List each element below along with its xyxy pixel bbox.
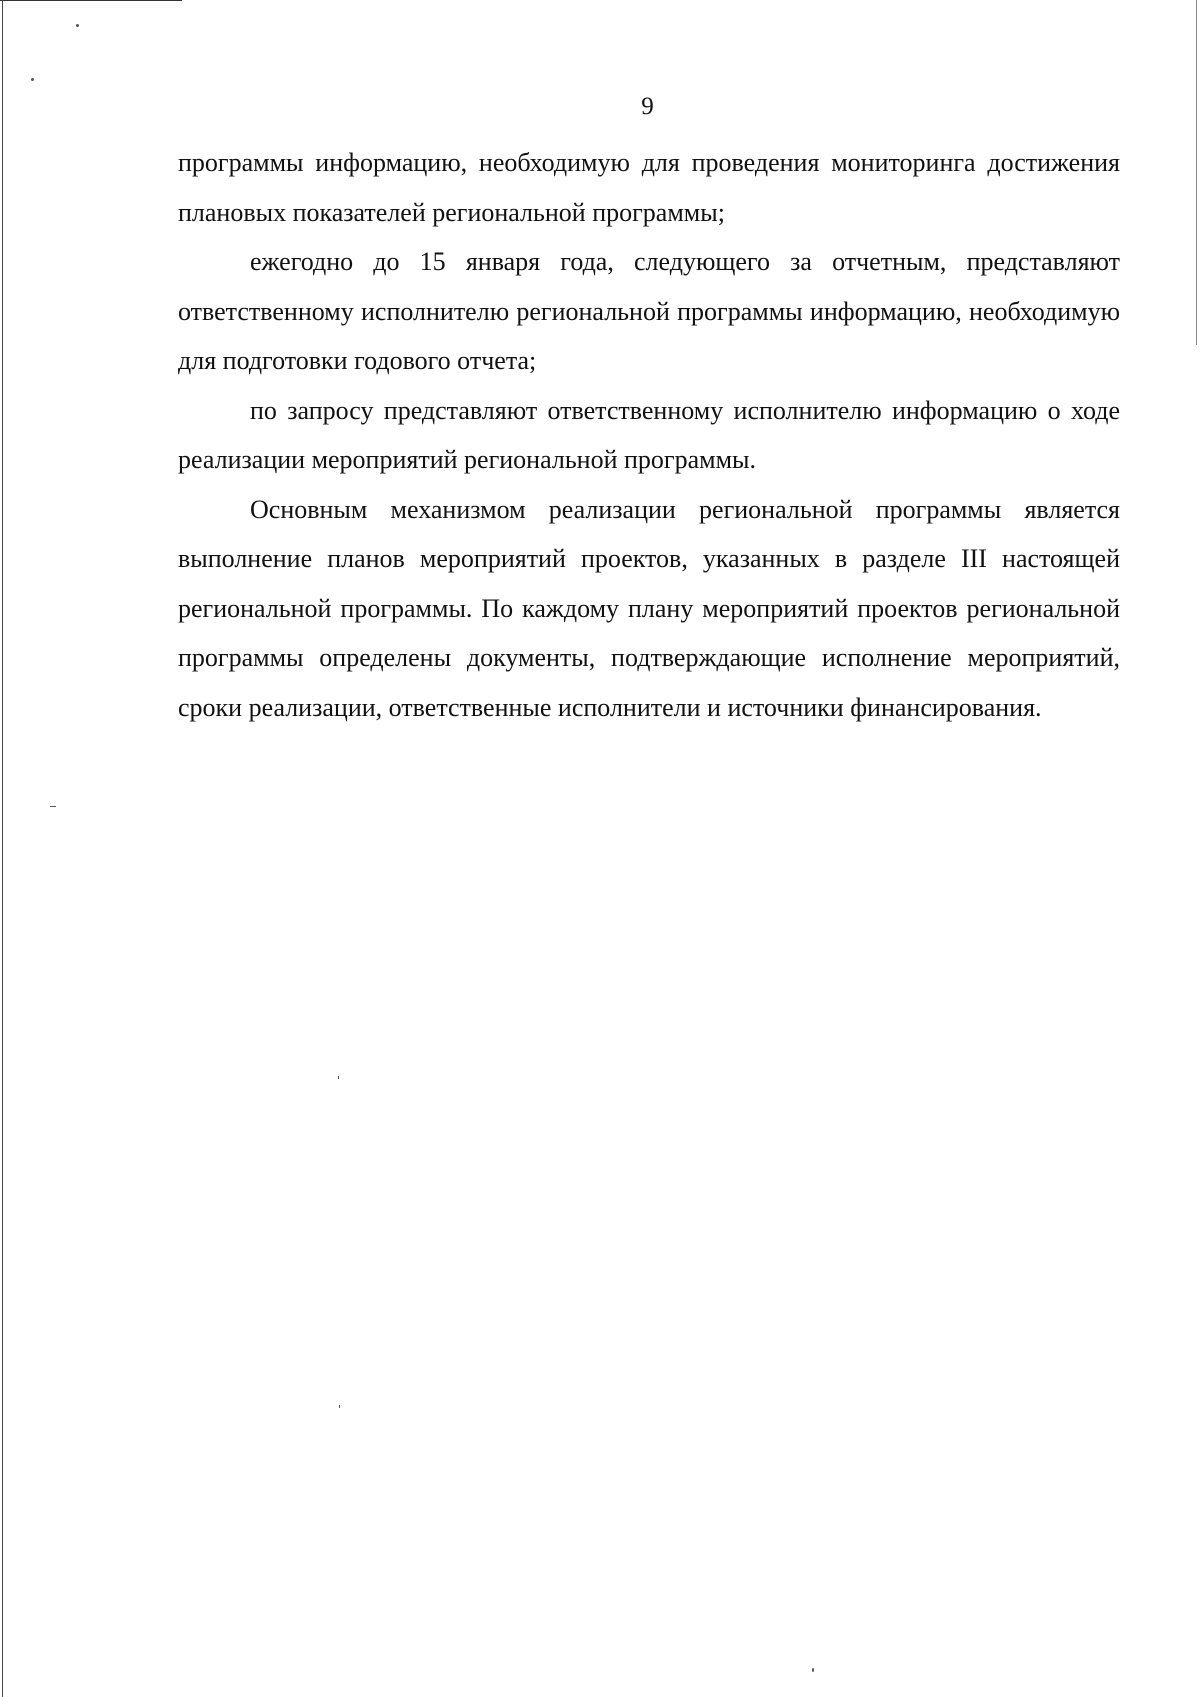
scan-speck xyxy=(338,1076,339,1079)
scan-speck xyxy=(50,806,56,807)
paragraph-continuation: программы информацию, необходимую для проведения мониторинга достижения плановых показателей региональной программы; xyxy=(178,148,1120,227)
scan-speck xyxy=(812,1668,814,1672)
body-text xyxy=(178,138,1120,732)
scan-speck xyxy=(31,78,34,81)
page-number: 9 xyxy=(641,93,654,120)
scan-edge-left xyxy=(2,0,3,1697)
paragraph-main-mechanism: Основным механизмом реализации региональной программы является выполнение планов мероприятий проектов, указанных в разделе III настоящей региональной программы. По каждому плану мероприятий проектов региональной программы определены документы, подтверждающие исполнение мероприятий, сроки реализации, ответственные исполнители и источники финансирования. xyxy=(178,494,1120,722)
scan-edge-top xyxy=(0,0,182,1)
scan-speck xyxy=(339,1405,340,1408)
paragraph-annual-report: ежегодно до 15 января года, следующего за отчетным, представляют ответственному исполнителю региональной программы информацию, необходимую для подготовки годового отчета; xyxy=(178,247,1120,375)
paragraph-on-request: по запросу представляют ответственному исполнителю информацию о ходе реализации мероприятий региональной программы. xyxy=(178,395,1120,474)
scan-speck xyxy=(76,24,79,27)
scan-edge-right xyxy=(1196,0,1197,345)
